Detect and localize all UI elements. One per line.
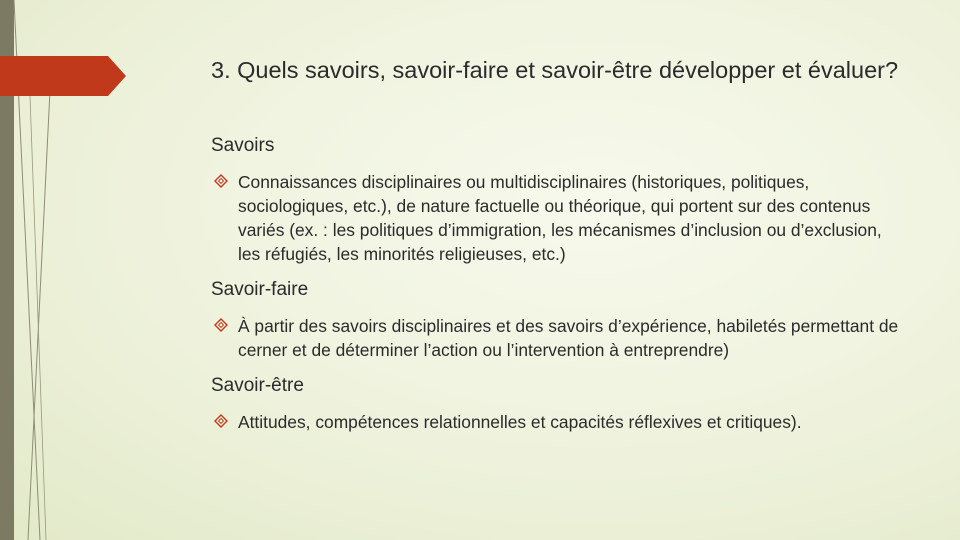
bullet-text: À partir des savoirs disciplinaires et des savoirs d’expérience, habiletés permettant de cerner et de déterminer l’action ou l’intervention à entreprendre): [238, 316, 899, 360]
diamond-bullet-icon: [214, 174, 228, 188]
bullet-text: Connaissances disciplinaires ou multidisciplinaires (historiques, politiques, sociologiques, etc.), de nature factuelle ou théorique, qui portent sur des contenus variés (ex. : les politiques d’immigration, les mécanismes d’inclusion ou d’exclusion, les réfugiés, les minorités religieuses, etc.): [238, 172, 882, 264]
bullet-text: Attitudes, compétences relationnelles et capacités réflexives et critiques).: [238, 412, 802, 432]
section-savoir-faire: [211, 278, 901, 362]
diamond-bullet-icon: [214, 414, 228, 428]
section-savoirs: [211, 134, 901, 266]
bullet-item: [211, 170, 901, 266]
slide-title: 3. Quels savoirs, savoir-faire et savoir-être développer et évaluer?: [211, 57, 899, 83]
section-heading-savoir-etre: Savoir-être: [211, 375, 304, 396]
section-heading-savoir-faire: Savoir-faire: [211, 279, 309, 300]
bullet-item: [211, 314, 901, 362]
slide-content: [211, 134, 901, 434]
diamond-bullet-icon: [214, 318, 228, 332]
section-heading-savoirs: Savoirs: [211, 135, 275, 156]
section-savoir-etre: [211, 374, 901, 434]
bullet-item: [211, 410, 901, 434]
accent-arrow-icon: [0, 56, 130, 96]
